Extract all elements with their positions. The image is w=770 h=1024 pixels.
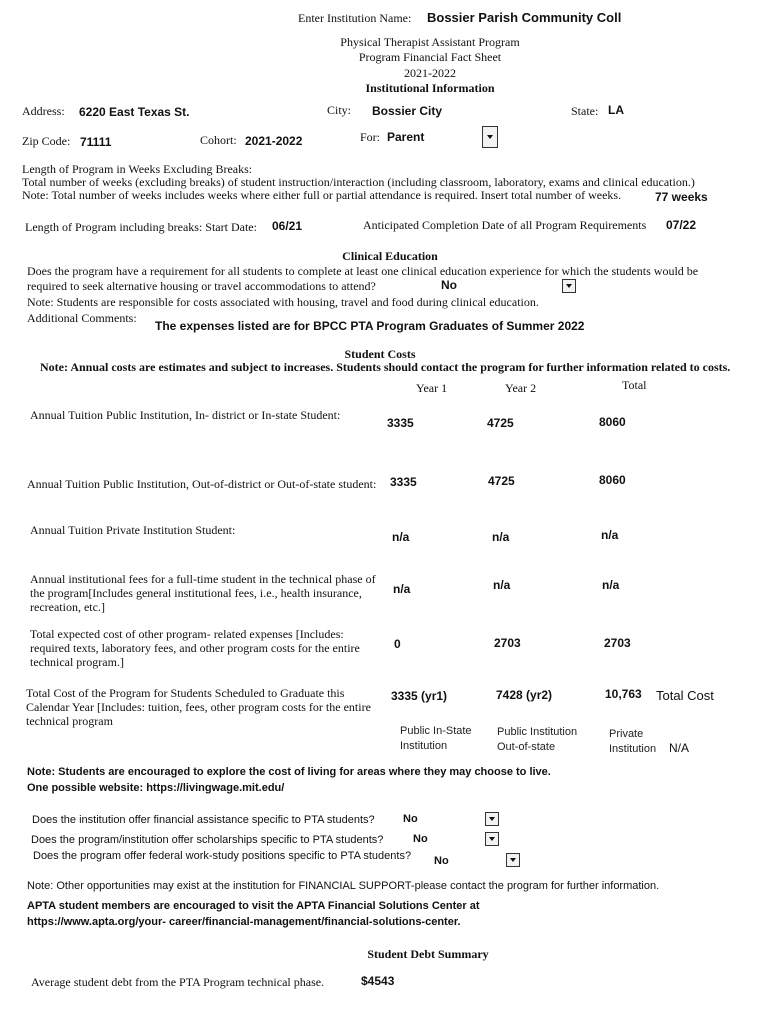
work-study-answer[interactable]: No (434, 855, 449, 867)
clinical-education-heading: Clinical Education (342, 249, 438, 263)
clinical-note: Note: Students are responsible for costs associated with housing, travel and food during clinical education. (27, 295, 539, 309)
for-label: For: (360, 130, 381, 144)
city-field[interactable]: Bossier City (372, 104, 443, 118)
private-total-field[interactable]: n/a (601, 528, 619, 542)
private-institution-value[interactable]: N/A (669, 741, 690, 755)
additional-comments-label: Additional Comments: (27, 311, 137, 325)
outstate-year1-field[interactable]: 3335 (390, 475, 417, 489)
length-note: Note: Total number of weeks includes weeks where either full or partial attendance is required. Insert total number of weeks. (22, 188, 622, 202)
total-year1-field[interactable]: 3335 (yr1) (391, 689, 448, 703)
instate-year1-field[interactable]: 3335 (387, 416, 414, 430)
private-year2-field[interactable]: n/a (492, 530, 510, 544)
financial-assistance-dropdown-icon[interactable] (485, 812, 499, 826)
clinical-question-line2: required to seek alternative housing or travel accommodations to attend? (27, 279, 376, 293)
apta-link[interactable]: https://www.apta.org/your- career/financial-management/financial-solutions-center. (27, 916, 461, 928)
fees-total-field[interactable]: n/a (602, 578, 620, 592)
financial-support-note: Note: Other opportunities may exist at the institution for FINANCIAL SUPPORT-please contact the program for further information. (27, 880, 660, 892)
row-label-other-expenses: Total expected cost of other program- related expenses [Includes: required texts, laboratory fees, and other program costs for the entire technical program.] (30, 627, 360, 669)
institution-label: Enter Institution Name: (298, 11, 412, 25)
section-institutional-info: Institutional Information (365, 81, 495, 95)
grand-total-field[interactable]: 10,763 (605, 687, 642, 701)
scholarships-answer[interactable]: No (413, 833, 428, 845)
sheet-title: Program Financial Fact Sheet (358, 50, 502, 64)
length-heading: Length of Program in Weeks Excluding Breaks: (22, 162, 253, 176)
fees-year1-field[interactable]: n/a (393, 582, 411, 596)
clinical-question-line1: Does the program have a requirement for all students to complete at least one clinical education experience for which the students would be (27, 264, 699, 278)
other-year1-field[interactable]: 0 (394, 637, 401, 651)
cost-of-living-note: Note: Students are encouraged to explore the cost of living for areas where they may choose to live. (27, 766, 551, 778)
outstate-total-field[interactable]: 8060 (599, 473, 626, 487)
completion-date-field[interactable]: 07/22 (666, 218, 697, 232)
additional-comments-field[interactable]: The expenses listed are for BPCC PTA Program Graduates of Summer 2022 (155, 319, 585, 333)
total-cost-label: Total Cost (656, 688, 714, 703)
financial-assistance-answer[interactable]: No (403, 813, 418, 825)
average-debt-field[interactable]: $4543 (361, 974, 395, 988)
cost-of-living-website: One possible website: https://livingwage.mit.edu/ (27, 782, 285, 794)
work-study-question: Does the program offer federal work-study positions specific to PTA students? (33, 850, 412, 862)
average-debt-label: Average student debt from the PTA Program technical phase. (31, 975, 325, 989)
student-costs-note: Note: Annual costs are estimates and subject to increases. Students should contact the program for further information related to costs. (40, 360, 731, 374)
apta-note-line1: APTA student members are encouraged to visit the APTA Financial Solutions Center at (27, 900, 480, 912)
private-year1-field[interactable]: n/a (392, 530, 410, 544)
for-field[interactable]: Parent (387, 130, 425, 144)
row-label-instate-tuition: Annual Tuition Public Institution, In- district or In-state Student: (30, 408, 341, 422)
col-year1-header: Year 1 (416, 381, 448, 395)
sheet-year: 2021-2022 (404, 66, 456, 80)
fees-year2-field[interactable]: n/a (493, 578, 511, 592)
student-debt-heading: Student Debt Summary (367, 947, 489, 961)
city-label: City: (327, 103, 352, 117)
cohort-label: Cohort: (200, 133, 237, 147)
row-label-total-cost: Total Cost of the Program for Students Scheduled to Graduate this Calendar Year [Includes: tuition, fees, other program costs for the entire technical program (26, 686, 371, 728)
other-total-field[interactable]: 2703 (604, 636, 631, 650)
start-date-field[interactable]: 06/21 (272, 219, 303, 233)
public-outstate-label: Public Institution Out-of-state (497, 726, 578, 753)
row-label-institutional-fees: Annual institutional fees for a full-time student in the technical phase of the program[Includes general institutional fees, i.e., health insurance, recreation, etc.] (30, 572, 376, 614)
row-label-outstate-tuition: Annual Tuition Public Institution, Out-of-district or Out-of-state student: (27, 477, 377, 491)
cohort-field[interactable]: 2021-2022 (245, 134, 303, 148)
scholarships-question: Does the program/institution offer scholarships specific to PTA students? (31, 834, 384, 846)
total-weeks-field[interactable]: 77 weeks (655, 190, 708, 204)
zip-label: Zip Code: (22, 134, 71, 148)
clinical-answer-field[interactable]: No (441, 278, 457, 292)
scholarships-dropdown-icon[interactable] (485, 832, 499, 846)
work-study-dropdown-icon[interactable] (506, 853, 520, 867)
for-dropdown-icon[interactable] (482, 126, 498, 148)
state-field[interactable]: LA (608, 103, 624, 117)
program-title: Physical Therapist Assistant Program (340, 35, 520, 49)
total-year2-field[interactable]: 7428 (yr2) (496, 688, 553, 702)
institution-field[interactable]: Bossier Parish Community Coll (427, 10, 622, 25)
col-total-header: Total (622, 378, 647, 392)
completion-date-label: Anticipated Completion Date of all Program Requirements (363, 218, 647, 232)
length-description: Total number of weeks (excluding breaks) of student instruction/interaction (including classroom, laboratory, exams and clinical education.) (22, 175, 695, 189)
financial-assistance-question: Does the institution offer financial assistance specific to PTA students? (32, 814, 375, 826)
start-date-label: Length of Program including breaks: Start Date: (25, 220, 257, 234)
student-costs-heading: Student Costs (344, 347, 416, 361)
col-year2-header: Year 2 (505, 381, 537, 395)
public-instate-label: Public In-State Institution (400, 725, 472, 752)
outstate-year2-field[interactable]: 4725 (488, 474, 515, 488)
row-label-private-tuition: Annual Tuition Private Institution Student: (30, 523, 236, 537)
state-label: State: (571, 104, 599, 118)
private-institution-label: Private Institution (609, 728, 657, 755)
other-year2-field[interactable]: 2703 (494, 636, 521, 650)
address-label: Address: (22, 104, 65, 118)
instate-year2-field[interactable]: 4725 (487, 416, 514, 430)
instate-total-field[interactable]: 8060 (599, 415, 626, 429)
clinical-dropdown-icon[interactable] (562, 279, 576, 293)
address-field[interactable]: 6220 East Texas St. (79, 105, 190, 119)
zip-field[interactable]: 71111 (80, 135, 112, 149)
